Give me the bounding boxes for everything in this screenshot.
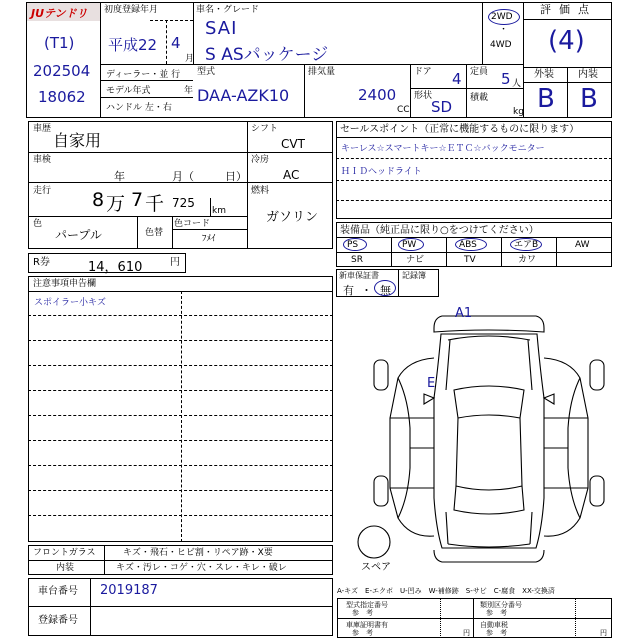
code-year: 202504 [33, 62, 91, 80]
equip-tv: TV [464, 255, 476, 265]
equip-pw: PW [402, 240, 417, 250]
category: 自家用 [53, 131, 102, 150]
selling-title: セールスポイント（正常に機能するものに限ります） [340, 124, 580, 135]
inspect-label: 車検 [33, 155, 52, 165]
first-reg-label: 初度登録年月 [104, 5, 159, 15]
drive-2wd: 2WD [491, 12, 513, 22]
ext-label: 外装 [534, 69, 554, 80]
service-label: 記録簿 [402, 271, 426, 280]
garage-cert-label: 車庫証明書有 [346, 621, 388, 629]
load-label: 積載 [470, 93, 489, 103]
r-yen: 円 [170, 257, 180, 268]
mark-a1: A1 [455, 306, 473, 321]
code-num: 18062 [38, 88, 86, 106]
ref-label-4: 参 考 [486, 629, 507, 637]
car-grade: S ASパッケージ [205, 45, 329, 65]
equip-abs: ABS [459, 240, 477, 250]
ext-grade: B [537, 84, 555, 114]
ac: AC [283, 168, 300, 182]
shift-label: シフト [251, 124, 279, 134]
reg-month: 4 [171, 34, 181, 52]
notes-title: 注意事項申告欄 [33, 279, 97, 289]
inspect-month: 月（ [172, 170, 194, 183]
chassis-value: 2019187 [100, 583, 158, 598]
drive-sep: ・ [499, 25, 509, 35]
person-unit: 人 [512, 79, 522, 89]
color-label: 色 [33, 219, 43, 229]
disp-label: 排気量 [308, 67, 336, 77]
equip-navi: ナビ [406, 255, 425, 265]
logo [27, 3, 100, 21]
warranty-yes: 有 [343, 284, 354, 297]
model-year-unit: 年 [184, 86, 194, 96]
equip-leather: カワ [518, 255, 537, 265]
color: パープル [55, 228, 102, 242]
mileage-10k: 8 [92, 189, 105, 211]
equip-aw: AW [575, 240, 590, 250]
warranty-circle [374, 280, 396, 296]
model-year-label: モデル年式 [106, 86, 151, 96]
mileage-1k: 7 [131, 189, 144, 211]
reg-number-label: 登録番号 [38, 615, 78, 626]
mileage-rest: 725 [172, 196, 195, 210]
score-value: (4) [548, 26, 585, 56]
notes-line-1: スポイラー小キズ [34, 298, 106, 308]
color-code-label: 色コード [174, 219, 211, 229]
ac-label: 冷房 [251, 155, 270, 165]
capacity: 5 [501, 70, 511, 88]
color-code: ﾌﾒｲ [202, 234, 216, 244]
drive-4wd: 4WD [490, 40, 512, 50]
equip-airbag: エアB [514, 240, 539, 250]
int-grade: B [580, 84, 598, 114]
car-name-label: 車名・グレード [196, 5, 260, 15]
tax-unit-1: 円 [463, 629, 470, 637]
fuel-label: 燃料 [251, 186, 270, 196]
warranty-label: 新車保証書 [339, 271, 379, 280]
equip-sr: SR [351, 255, 363, 265]
shift: CVT [281, 137, 305, 151]
mileage-1k-unit: 千 [145, 193, 165, 215]
r-value: 14，610 [88, 260, 143, 275]
mileage-10k-unit: 万 [106, 193, 126, 215]
ref-label-1: 参 考 [352, 609, 373, 617]
damage-legend: A-キズ E-エクボ U-凹み W-補修跡 S-サビ C-腐食 XX-交換済 [337, 587, 555, 595]
category-label: 車歴 [33, 124, 52, 134]
score-label: 評価点 [540, 3, 597, 16]
kg-unit: kg [513, 107, 524, 117]
inspect-year: 年 [114, 170, 125, 183]
interior-label: 内装 [56, 563, 75, 573]
doors: 4 [452, 70, 462, 88]
r-label: R券 [33, 257, 50, 268]
door-label: ドア [414, 67, 432, 77]
front-glass-label: フロントガラス [33, 548, 96, 558]
int-label: 内装 [578, 69, 598, 80]
fuel: ガソリン [266, 210, 319, 225]
tax-unit-2: 円 [600, 629, 607, 637]
car-diagram [338, 298, 614, 580]
car-name: SAI [205, 18, 238, 39]
warranty-sep: ・ [361, 284, 372, 297]
chassis-label: 車台番号 [38, 586, 78, 597]
equipment-title: 装備品（純正品に限り○をつけてください） [340, 225, 539, 236]
category-cert-label: 類別区分番号 [480, 601, 522, 609]
repaint-label: 色替 [145, 228, 164, 238]
capacity-label: 定員 [470, 67, 489, 77]
inspect-day: 日） [225, 170, 247, 183]
tax-label: 自動車税 [480, 621, 508, 629]
shape: SD [431, 98, 453, 116]
warranty-no: 無 [380, 284, 391, 297]
reg-month-unit: 月 [185, 54, 195, 64]
spare-label: スペア [361, 562, 391, 573]
mileage-unit: km [212, 206, 226, 216]
code-t1: (T1) [44, 34, 75, 52]
mileage-label: 走行 [33, 186, 52, 196]
front-glass-value: キズ・飛石・ヒビ割・リペア跡・X要 [123, 548, 273, 558]
model-code: DAA-AZK10 [197, 86, 290, 105]
type-label: 型式 [197, 67, 216, 77]
logo-text: JUテンドリ [31, 7, 88, 20]
selling-line-2: ＨＩＤヘッドライト [341, 167, 422, 177]
displacement: 2400 [358, 86, 397, 104]
handle-label: ハンドル 左・右 [106, 103, 172, 113]
ref-label-3: 参 考 [352, 629, 373, 637]
reg-era: 平成22 [108, 36, 158, 54]
equip-ps: PS [347, 240, 359, 250]
interior-value: キズ・汚レ・コゲ・穴・スレ・キレ・破レ [116, 563, 287, 573]
cc-unit: CC [397, 105, 410, 115]
ref-label-2: 参 考 [486, 609, 507, 617]
type-cert-label: 型式指定番号 [346, 601, 388, 609]
selling-line-1: キーレス☆スマートキー☆ＥＴＣ☆バックモニター [341, 144, 545, 154]
mark-e: E [427, 376, 436, 391]
dealer-label: ディーラー・並 行 [106, 70, 181, 80]
shape-label: 形状 [414, 91, 433, 101]
